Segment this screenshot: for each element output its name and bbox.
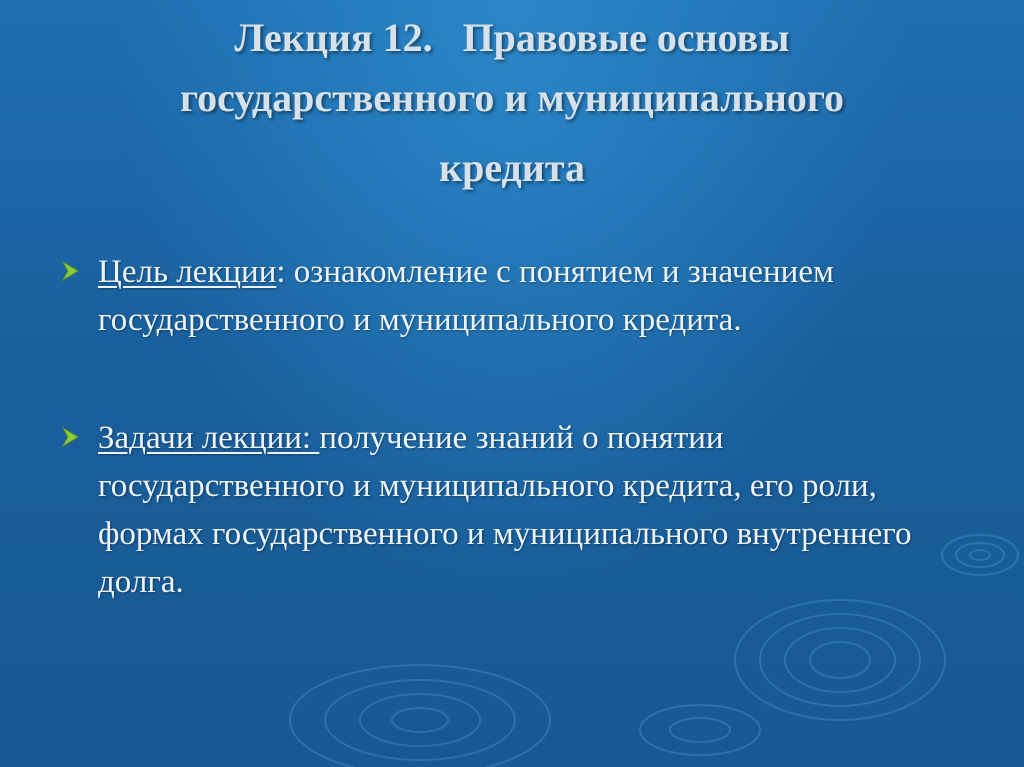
- bullet-item-goal: [60, 248, 960, 344]
- bullet-text: получение знаний о понятии государственного и муниципального кредита, его роли, формах государственного и муниципального внутреннего долга.: [98, 420, 912, 600]
- title-line-3: кредита: [439, 145, 585, 190]
- bullet-term: Цель лекции: [98, 254, 277, 290]
- slide-title: [60, 8, 964, 198]
- bullet-list: [60, 248, 960, 606]
- title-line-1: Лекция 12. Правовые основы: [234, 15, 790, 60]
- arrow-bullet-icon: [60, 425, 84, 449]
- arrow-bullet-icon: [60, 259, 84, 283]
- bullet-term: Задачи лекции:: [98, 420, 320, 456]
- title-line-2: государственного и муниципального: [179, 75, 845, 120]
- bullet-text: : ознакомление с понятием и значением государственного и муниципального кредита.: [98, 254, 834, 338]
- bullet-item-tasks: [60, 414, 960, 606]
